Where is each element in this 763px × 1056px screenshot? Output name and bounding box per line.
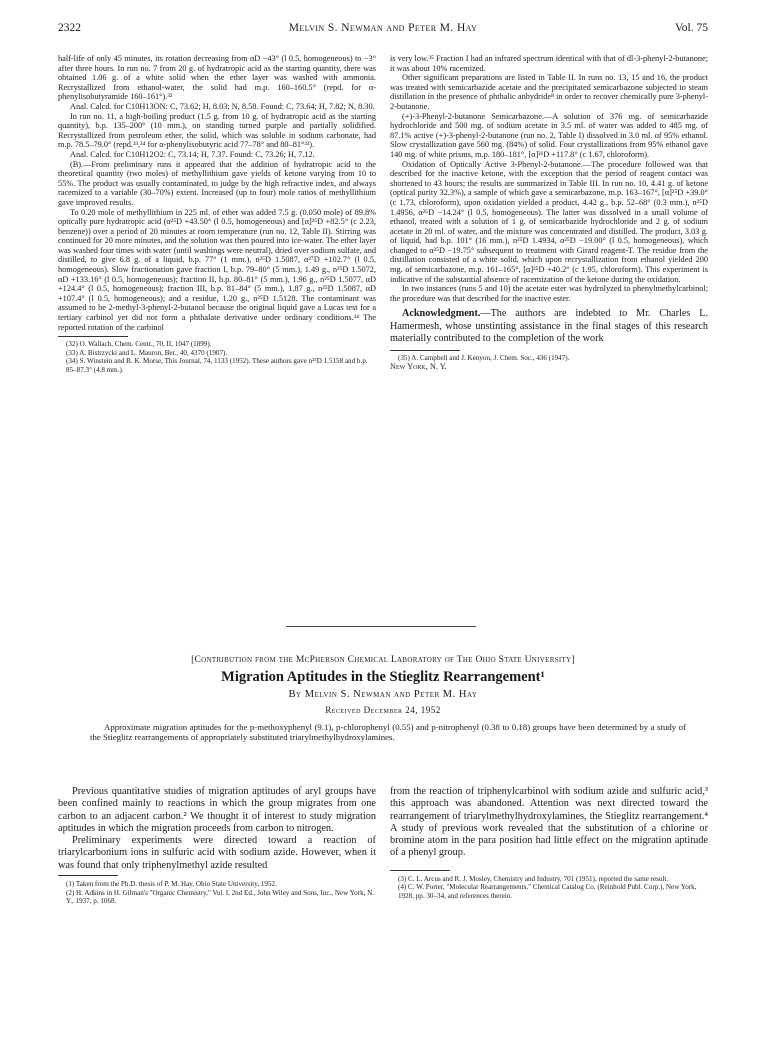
page-number: 2322 xyxy=(58,22,81,34)
footnote: (35) A. Campbell and J. Kenyon, J. Chem. Soc., 436 (1947). xyxy=(398,353,570,362)
article-authors: By Melvin S. Newman and Peter M. Hay xyxy=(288,689,478,700)
location: New York, N. Y. xyxy=(390,362,447,372)
footnote: (1) Taken from the Ph.D. thesis of P. M. Hay, Ohio State University, 1952. xyxy=(66,880,277,889)
footnote-rule xyxy=(58,875,118,876)
paragraph: In two instances (runs 5 and 10) the acetate ester was hydrolyzed to phenylmethylcarbinol; the procedure was that described for the inactive ester. xyxy=(390,284,708,303)
top-right-column xyxy=(390,54,708,574)
body-right-column xyxy=(390,786,708,1036)
top-left-column xyxy=(58,54,376,574)
footnote: (34) S. Winstein and B. K. Morse, This Journal, 74, 1133 (1952). These authors gave n²⁵D 1.5158 and b.p. 85–87.3° (4.8 mm.). xyxy=(66,357,368,374)
footnote-rule xyxy=(390,870,450,871)
footnote: (33) A. Bistrzycki and L. Mauron, Ber., 40, 4370 (1907). xyxy=(66,348,228,357)
footnote: (4) C. W. Porter, "Molecular Rearrangements," Chemical Catalog Co. (Reinhold Publ. Corp.), New York, 1928, pp. 30–34, and references therein. xyxy=(398,883,697,900)
paragraph: Preliminary experiments were directed toward a reaction of triarylcarbonium ions in sulfuric acid with sodium azide. However, when it was found that only triphenylmethyl azide resulted xyxy=(58,835,376,871)
paragraph: (+)-3-Phenyl-2-butanone Semicarbazone.—A solution of 376 mg. of semicarbazide hydrochloride and 500 mg. of sodium acetate in 3.5 ml. of water was added to 485 mg. of 87.1% active (+)-3-phenyl-2-butanone (run no. 2, Table I) dissolved in 3.0 ml. of 95% ethanol. Slow crystallization gave 560 mg. (84%) of solid. Four crystallizations from 95% ethanol gave 140 mg. of white prisms, m.p. 180–181°, [α]²¹D +117.8° (c 1.67, chloroform). xyxy=(390,111,708,159)
contribution-line: [Contribution from the McPherson Chemical Laboratory of The Ohio State University] xyxy=(191,655,575,665)
paragraph: half-life of only 45 minutes, its rotation decreasing from αD −43° (l 0.5, homogeneous) to −3° after three hours. In run no. 7 from 20 g. of hydratropic acid as the starting quantity, there was obtained 1.06 g. of a white solid when the ether layer was washed with ammonia. Recrystallized from ethanol-water, the solid had m.p. 160–160.5° (repd. for α-phenylisobutyramide 160–161°).³² xyxy=(58,54,376,102)
paragraph: Anal. Calcd. for C10H12O2: C, 73.14; H, 7.37. Found: C, 73.26; H, 7.12. xyxy=(70,149,315,159)
paragraph: is very low.³⁵ Fraction I had an infrared spectrum identical with that of dl-3-phenyl-2-butanone; it was about 10% racemized. xyxy=(390,54,708,73)
paragraph: Anal. Calcd. for C10H13ON: C, 73.62; H, 8.03; N, 8.58. Found: C, 73.64; H, 7.82; N, 8.30. xyxy=(70,101,375,111)
running-title: Melvin S. Newman and Peter M. Hay xyxy=(288,22,478,34)
footnote: (3) C. L. Arcus and R. J. Mosley, Chemistry and Industry, 701 (1951), reported the same result. xyxy=(398,874,669,883)
footnote-rule xyxy=(390,350,460,351)
paragraph: To 0.20 mole of methyllithium in 225 ml. of ether was added 7.5 g. (0.050 mole) of 89.8% optically pure hydratropic acid (α²⁵D +43.50° (l 0.5, homogeneous) and [α]²⁵D +82.5° (c 2.23, benzene)) over a period of 20 minutes at room temperature (run no. 12, Table II). Stirring was continued for 20 more minutes, and the solution was then poured into ice-water. The ether layer was washed four times with water (until washings were neutral), dried over sodium sulfate, and distilled, to give 6.8 g. of a liquid, b.p. 77° (1 mm.), n²⁵D 1.5087, α²⁷D +102.7° (l 0.5, homogeneous). Slow fractionation gave fraction I, b.p. 79–80° (5 mm.), 1.49 g., n²⁵D 1.5072, αD +133.16° (l 0.5, homogeneous); fraction II, b.p. 80–81° (5 mm.), 1.96 g., n²⁵D 1.5077, αD +124.4° (l 0.5, homogeneous); fraction III, b.p. 81–84° (5 mm.), 1.87 g., n²⁵D 1.5087, αD +107.4° (l 0.5, homogeneous); and a residue, 1.20 g., n²⁵D 1.5128. The contaminant was assumed to be 2-methyl-3-phenyl-2-butanol because the original liquid gave a Lucas test for a tertiary carbinol yet did not form a phthalate derivative under ordinary conditions.³⁴ The reported rotation of the carbinol xyxy=(58,207,376,332)
acknowledgment xyxy=(390,308,708,345)
footnote: (2) H. Adkins in H. Gilman's "Organic Chemistry," Vol. I, 2nd Ed., John Wiley and Sons, Inc., New York, N. Y., 1937, p. 1068. xyxy=(66,888,375,906)
paragraph: Oxidation of Optically Active 3-Phenyl-2-butanone.—The procedure followed was that described for the inactive ketone, with the exception that the period of reagent contact was shortened to 43 hours; the results are summarized in Table III. In run no. 10, 4.41 g. of ketone (optical purity 32.3%), a sample of which gave a semicarbazone, m.p. 163–167°, [α]²⁵D +39.0° (c 1.73, chloroform), upon oxidation yielded a product, 4.42 g., b.p. 52–68° (0.3 mm.), n²⁵D 1.4956, α²⁵D −14.24° (l 0.5, homogeneous). The latter was dissolved in a small volume of ethanol, treated with a solution of 1 g. of semicarbazide hydrochloride and 2 g. of sodium acetate in 20 ml. of water, and the mixture was concentrated and distilled. The product, 3.03 g. of liquid, had b.p. 101° (16 mm.), n²⁵D 1.4934, α²⁵D −19.00° (l 0.5, homogeneous), which changed to α²⁵D −19.75° subsequent to treatment with Girard reagent-T. The residue from the distillation consisted of a white solid, which upon recrystallization from ethanol yielded 200 mg. of semicarbazone, m.p. 161–165°, [α]²⁵D +40.2° (c 1.95, chloroform). This experiment is indicative of the substantial absence of racemization of the ketone during the oxidation. xyxy=(390,159,708,284)
abstract: Approximate migration aptitudes for the p-methoxyphenyl (9.1), p-chlorophenyl (0.55) and p-nitrophenyl (0.38 to 0.18) groups have been determined by a study of the Stieglitz rearrangements of appropriately substituted triarylmethylhydroxylamines. xyxy=(90,722,686,743)
running-header xyxy=(58,22,708,36)
paragraph: (B).—From preliminary runs it appeared that the addition of hydratropic acid to the theoretical quantity (two moles) of methyllithium gave yields of ketone varying from 10 to 55%. The product was usually contaminated, to judge by the high refractive index, and always racemized to a variable (30–70%) extent. Increased (up to four) mole ratios of methyllithium gave improved results. xyxy=(58,159,376,207)
acknowledgment-heading: Acknowledgment. xyxy=(402,308,481,320)
volume-label: Vol. 75 xyxy=(674,22,708,34)
article-title: Migration Aptitudes in the Stieglitz Rearrangement¹ xyxy=(221,669,545,685)
paragraph: Other significant preparations are listed in Table II. In runs no. 13, 15 and 16, the product was treated with semicarbazide acetate and the precipitated semicarbazone subjected to steam distillation in the presence of phthalic anhydride⁸ in order to recover chemically pure 3-phenyl-2-butanone. xyxy=(390,73,708,111)
paragraph: In run no. 11, a high-boiling product (1.5 g. from 10 g. of hydratropic acid as the starting quantity), b.p. 135–200° (10 mm.), on standing turned purple and partially solidified. Recrystallized from petroleum ether, the solid, which was soluble in sodium carbonate, had m.p. 78.5–79.0° (repd.³³,³⁴ for α-phenylisobutyric acid 77–78° and 80–81°³³). xyxy=(58,111,376,150)
footnote-rule xyxy=(58,336,128,337)
footnote: (32) O. Wallach, Chem. Centr., 70, II, 1047 (1899). xyxy=(66,340,212,349)
body-left-column xyxy=(58,786,376,1036)
paragraph: Previous quantitative studies of migration aptitudes of aryl groups have been confined mainly to reactions in which the group migrates from one carbon to an adjacent carbon.² We thought it of interest to study migration aptitudes in which the migration proceeds from carbon to nitrogen. xyxy=(58,786,376,834)
acknowledgment-text: —The authors are indebted to Mr. Charles L. Hamermesh, whose unstinting assistance in the final stages of this research materially contributed to the completion of the work xyxy=(390,308,708,345)
article-separator xyxy=(286,626,476,627)
paragraph: from the reaction of triphenylcarbinol with sodium azide and sulfuric acid,³ this approach was abandoned. Attention was next directed toward the rearrangement of triarylmethylhydroxylamines, the Stieglitz rearrangement.⁴ A study of previous work revealed that the substitution of a chlorine or bromine atom in the para position had little effect on the migration aptitude of a phenyl group. xyxy=(390,786,708,859)
received-date: Received December 24, 1952 xyxy=(325,705,441,715)
